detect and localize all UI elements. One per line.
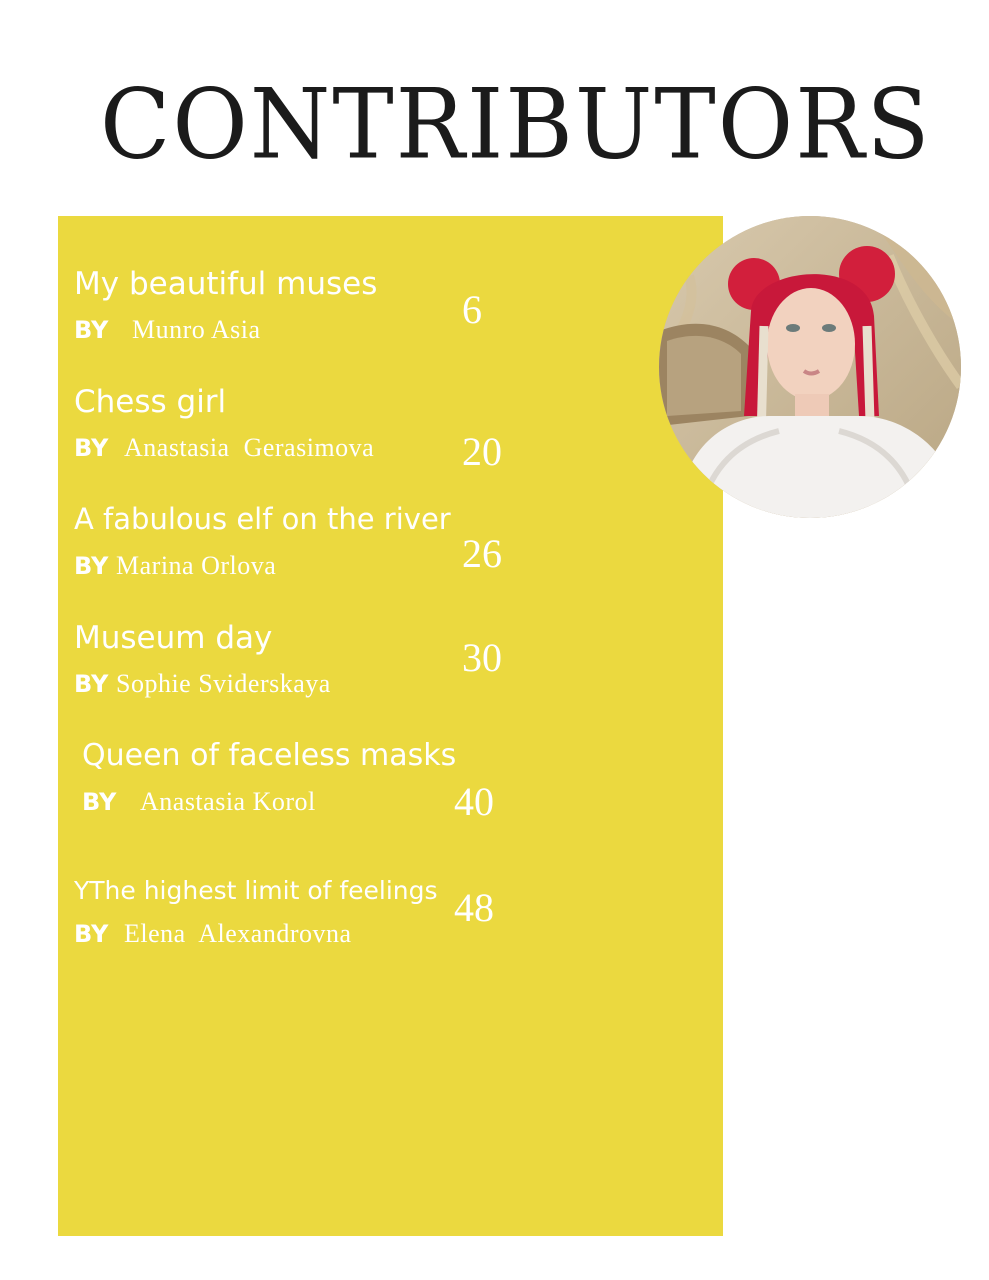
entry-title: Museum day (74, 620, 273, 656)
entry-title: My beautiful muses (74, 266, 378, 302)
entry-page-number: 20 (462, 429, 502, 474)
contributors-panel (58, 216, 723, 1236)
entry-title: A fabulous elf on the river (74, 502, 451, 536)
entry-by-label: BY (74, 552, 109, 580)
entry-title: YThe highest limit of feelings (74, 876, 438, 905)
entry-author: Anastasia Gerasimova (124, 433, 375, 462)
contributor-entry[interactable] (58, 266, 723, 366)
page-title: CONTRIBUTORS (100, 68, 932, 181)
entry-by-label: BY (74, 670, 109, 698)
entry-title: Queen of faceless masks (82, 738, 457, 773)
contributor-entry[interactable] (58, 620, 723, 720)
entry-page-number: 48 (454, 885, 494, 930)
entry-author: Anastasia Korol (140, 787, 316, 816)
entry-title: Chess girl (74, 384, 227, 420)
entry-by-label: BY (82, 788, 117, 816)
entry-page-number: 6 (462, 287, 482, 332)
contributor-entry[interactable] (58, 502, 723, 602)
contributor-entry[interactable] (58, 738, 723, 838)
entry-by-label: BY (74, 434, 109, 462)
portrait-illustration (659, 216, 961, 518)
entry-author: Munro Asia (132, 315, 261, 344)
entry-by-label: BY (74, 920, 109, 948)
entry-author: Marina Orlova (116, 551, 277, 580)
entry-author: Elena Alexandrovna (124, 919, 352, 948)
entry-page-number: 26 (462, 531, 502, 576)
entry-page-number: 30 (462, 635, 502, 680)
portrait-photo (659, 216, 961, 518)
contributor-entry[interactable] (58, 384, 723, 484)
contributor-entry[interactable] (58, 876, 723, 976)
entry-page-number: 40 (454, 779, 494, 824)
entry-author: Sophie Sviderskaya (116, 669, 331, 698)
entry-by-label: BY (74, 316, 109, 344)
